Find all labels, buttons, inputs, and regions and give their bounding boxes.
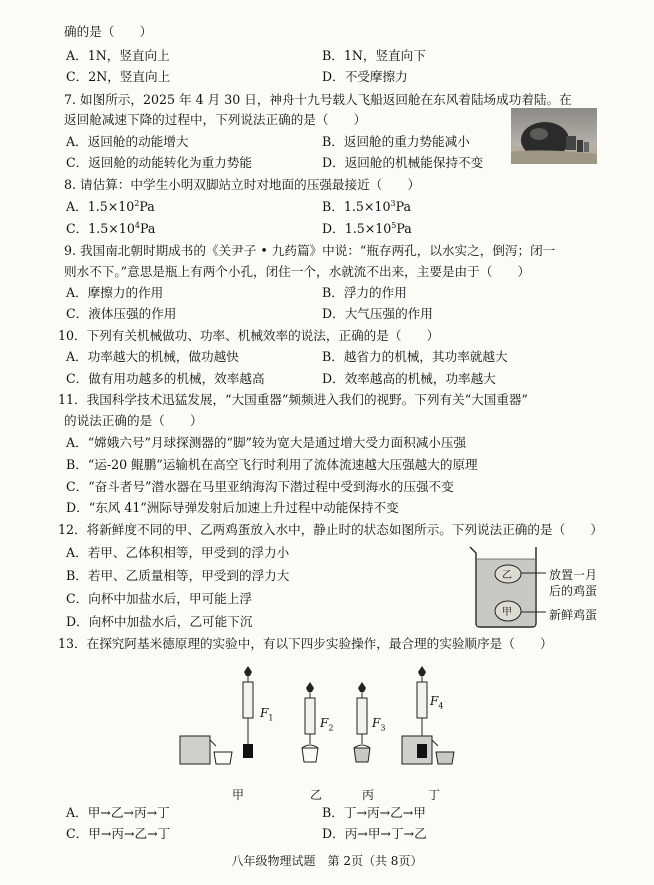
q10-option-b: B．越省力的机械，其功率就越大 — [322, 349, 508, 364]
egg-beaker-figure — [466, 543, 546, 632]
q10-option-c: C．做有用功越多的机械，效率越高 — [66, 371, 265, 386]
q8-option-b: B．$1.5\times 10^3Pa$ — [322, 198, 411, 214]
q7-option-c: C．返回舱的动能转化为重力势能 — [66, 155, 252, 170]
q13-option-a: A．甲→乙→丙→丁 — [66, 805, 170, 820]
q6-stem-tail: 确的是（ ） — [64, 24, 153, 39]
egg-yi-label: 乙 — [502, 570, 512, 581]
q7-stem-line1: 7. 如图所示，2025 年 4 月 30 日，神舟十九号载人飞船返回舱在东风着陆场成功着陆。在 — [64, 92, 572, 107]
q8-option-c: C．$1.5\times 10^4Pa$ — [66, 220, 156, 236]
q11-option-b: B．“运-20 鲲鹏”运输机在高空飞行时利用了流体流速越大压强越大的原理 — [66, 457, 478, 472]
q11-stem-line2: 的说法正确的是（ ） — [64, 413, 203, 428]
step-ding-icon — [402, 666, 454, 764]
q7-option-d: D．返回舱的机械能保持不变 — [322, 155, 484, 170]
step-caption-bing: 丙 — [362, 788, 375, 802]
aged-egg-label-line1: 放置一月 — [549, 568, 598, 582]
q9-option-c: C．液体压强的作用 — [66, 306, 177, 321]
q10-stem: 10．下列有关机械做功、功率、机械效率的说法，正确的是（ ） — [58, 328, 440, 343]
q6-option-a: A．1N，竖直向上 — [66, 48, 170, 63]
step-jia-icon — [180, 666, 253, 764]
force-label-f3: $F_3$ — [372, 716, 386, 733]
q7-option-b: B．返回舱的重力势能减小 — [322, 134, 470, 149]
q8-option-a: A．$1.5\times 10^2Pa$ — [66, 198, 155, 214]
q11-option-d: D．“东风 41”洲际导弹发射后加速上升过程中动能保持不变 — [66, 500, 399, 515]
step-yi-icon — [302, 682, 318, 762]
step-caption-ding: 丁 — [428, 788, 441, 802]
egg-jia-label: 甲 — [502, 607, 512, 618]
step-bing-icon — [354, 682, 370, 762]
q7-option-a: A．返回舱的动能增大 — [66, 134, 189, 149]
step-caption-jia: 甲 — [232, 788, 245, 802]
step-caption-yi: 乙 — [310, 788, 323, 802]
q6-option-c: C．2N，竖直向上 — [66, 69, 171, 84]
q12-option-a: A．若甲、乙体积相等，甲受到的浮力小 — [66, 545, 290, 560]
q8-stem: 8. 请估算：中学生小明双脚站立时对地面的压强最接近（ ） — [64, 177, 421, 192]
q12-stem: 12．将新鲜度不同的甲、乙两鸡蛋放入水中，静止时的状态如图所示。下列说法正确的是（ ） — [58, 522, 603, 537]
capsule-landing-photo — [511, 108, 597, 167]
force-label-f4: $F_4$ — [430, 694, 444, 711]
q11-option-c: C．“奋斗者号”潜水器在马里亚纳海沟下潜过程中受到海水的压强不变 — [66, 479, 454, 494]
q9-option-a: A．摩擦力的作用 — [66, 285, 164, 300]
q13-stem: 13．在探究阿基米德原理的实验中，有以下四步实验操作，最合理的实验顺序是（ ） — [58, 636, 553, 651]
q12-option-c: C．向杯中加盐水后，甲可能上浮 — [66, 591, 252, 606]
q10-option-d: D．效率越高的机械，功率越大 — [322, 371, 496, 386]
q12-option-d: D．向杯中加盐水后，乙可能下沉 — [66, 614, 253, 629]
q9-stem-line1: 9. 我国南北朝时期成书的《关尹子 • 九药篇》中说：“瓶存两孔，以水实之，倒泻；闭一 — [64, 243, 556, 258]
q11-stem-line1: 11．我国科学技术迅猛发展，“大国重器”频频进入我们的视野。下列有关“大国重器” — [58, 392, 528, 407]
q13-option-b: B．丁→丙→乙→甲 — [322, 805, 426, 820]
q11-option-a: A．“嫦娥六号”月球探测器的“脚”较为宽大是通过增大受力面积减小压强 — [66, 435, 467, 450]
page-footer: 八年级物理试题 第 2页（共 8页） — [231, 854, 423, 868]
q6-option-d: D．不受摩擦力 — [322, 69, 408, 84]
q9-stem-line2: 则水不下。”意思是瓶上有两个小孔，闭住一个，水就流不出来，主要是由于（ ） — [64, 264, 531, 279]
q9-option-b: B．浮力的作用 — [322, 285, 407, 300]
q13-option-c: C．甲→丙→乙→丁 — [66, 826, 171, 841]
q12-option-b: B．若甲、乙质量相等，甲受到的浮力大 — [66, 568, 290, 583]
q7-stem-line2: 返回舱减速下降的过程中，下列说法正确的是（ ） — [64, 112, 367, 127]
q10-option-a: A．功率越大的机械，做功越快 — [66, 349, 239, 364]
q13-option-d: D．丙→甲→丁→乙 — [322, 826, 427, 841]
force-label-f1: $F_1$ — [260, 706, 274, 723]
fresh-egg-label: 新鲜鸡蛋 — [549, 608, 598, 622]
force-label-f2: $F_2$ — [320, 716, 334, 733]
q8-option-d: D．$1.5\times 10^5Pa$ — [322, 220, 412, 236]
aged-egg-label-line2: 后的鸡蛋 — [549, 584, 598, 598]
q6-option-b: B．1N，竖直向下 — [322, 48, 426, 63]
q9-option-d: D．大气压强的作用 — [322, 306, 433, 321]
